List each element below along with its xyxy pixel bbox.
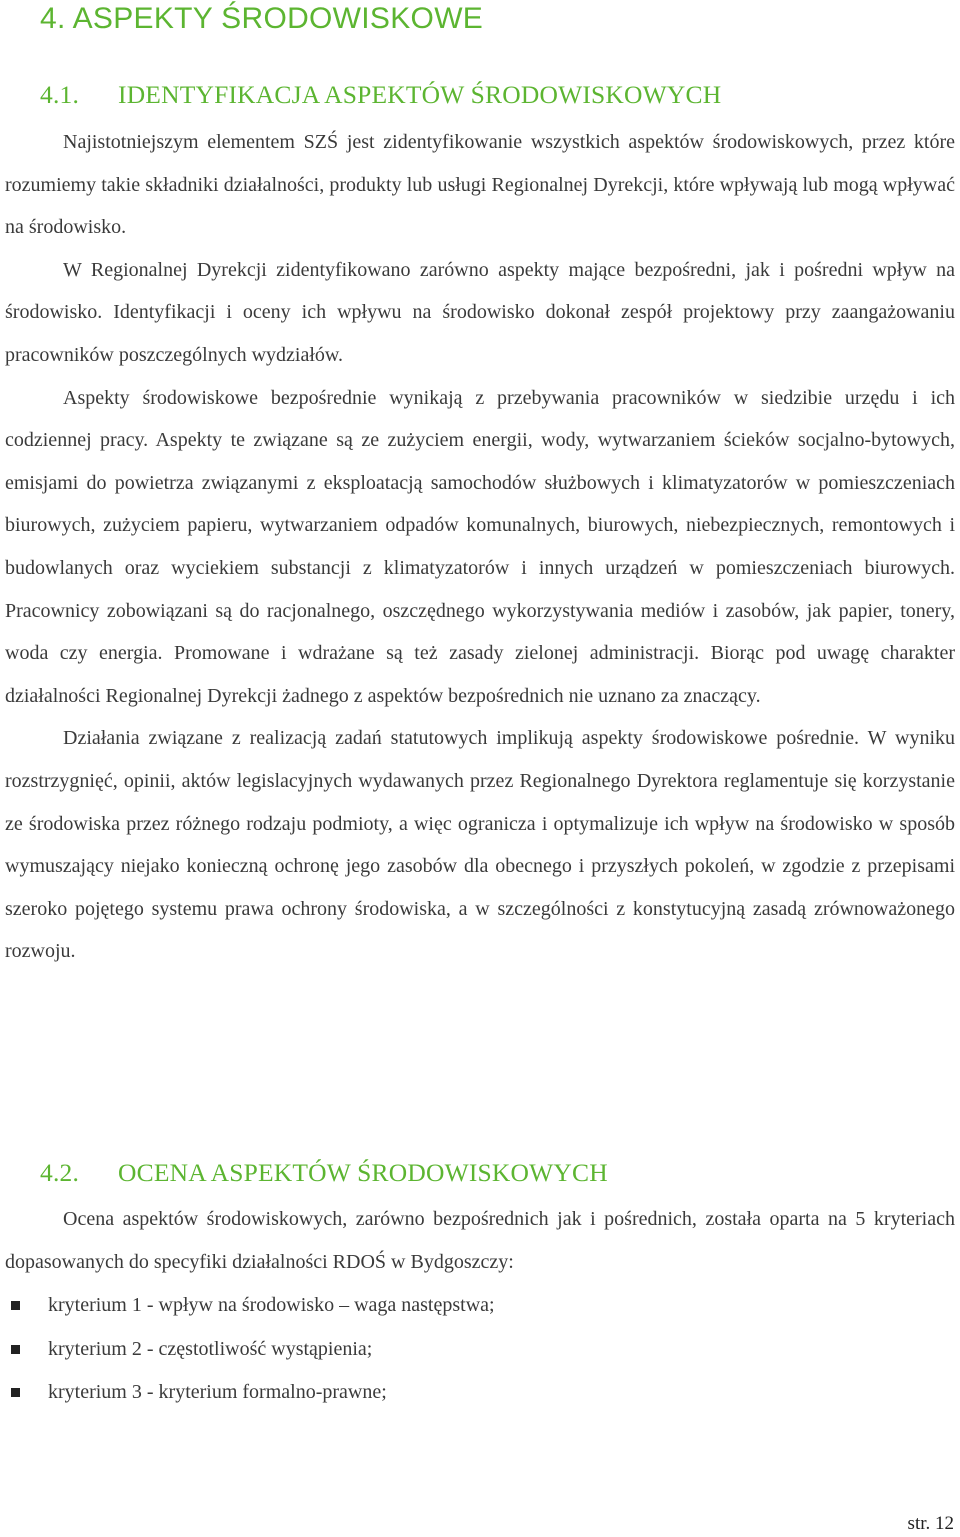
- square-bullet-icon: [11, 1345, 20, 1354]
- subsection-4-2-body: [5, 1198, 955, 1283]
- paragraph: Działania związane z realizacją zadań statutowych implikują aspekty środowiskowe pośrednie. W wyniku rozstrzygnięć, opinii, aktów legislacyjnych wydawanych przez Regionalnego Dyrektora reglamentuje się korzystanie ze środowiska przez różnego rodzaju podmioty, a więc ogranicza i optymalizuje ich wpływ na środowisko w sposób wymuszający niejako konieczną ochronę jego zasobów dla obecnego i przyszłych pokoleń, w zgodzie z przepisami szeroko pojętego systemu prawa ochrony środowiska, a w szczególności z konstytucyjną zasadą zrównoważonego rozwoju.: [5, 727, 955, 963]
- subsection-title: IDENTYFIKACJA ASPEKTÓW ŚRODOWISKOWYCH: [118, 80, 722, 109]
- paragraph: Ocena aspektów środowiskowych, zarówno bezpośrednich jak i pośrednich, została oparta na 5 kryteriach dopasowanych do specyfiki działalności RDOŚ w Bydgoszczy:: [5, 1208, 955, 1273]
- list-item-text: kryterium 1 - wpływ na środowisko – waga następstwa;: [48, 1294, 495, 1316]
- page-number: str. 12: [907, 1513, 954, 1534]
- subsection-heading-4-2: [40, 1158, 608, 1188]
- list-item-text: kryterium 2 - częstotliwość wystąpienia;: [48, 1337, 373, 1360]
- criteria-list: [0, 1284, 950, 1415]
- square-bullet-icon: [11, 1301, 20, 1310]
- list-item: [0, 1284, 950, 1328]
- paragraph: Aspekty środowiskowe bezpośrednie wynikają z przebywania pracowników w siedzibie urzędu i ich codziennej pracy. Aspekty te związane są ze zużyciem energii, wody, wytwarzaniem ścieków socjalno-bytowych, emisjami do powietrza związanymi z eksploatacją samochodów służbowych i klimatyzatorów w pomieszczeniach biurowych, zużyciem papieru, wytwarzaniem odpadów komunalnych, biurowych, niebezpiecznych, remontowych i budowlanych oraz wyciekiem substancji z klimatyzatorów i innych urządzeń w pomieszczeniach biurowych. Pracownicy zobowiązani są do racjonalnego, oszczędnego wykorzystywania mediów i zasobów, jak papier, tonery, woda czy energia. Promowane i wdrażane są też zasady zielonej administracji. Biorąc pod uwagę charakter działalności Regionalnej Dyrekcji żadnego z aspektów bezpośrednich nie uznano za znaczący.: [5, 386, 955, 707]
- subsection-4-1-body: [5, 121, 955, 973]
- square-bullet-icon: [11, 1388, 20, 1397]
- subsection-heading-4-1: [40, 80, 721, 110]
- list-item: [0, 1328, 950, 1372]
- section-title: 4. ASPEKTY ŚRODOWISKOWE: [40, 2, 484, 35]
- paragraph: W Regionalnej Dyrekcji zidentyfikowano zarówno aspekty mające bezpośredni, jak i pośredni wpływ na środowisko. Identyfikacji i oceny ich wpływu na środowisko dokonał zespół projektowy przy zaangażowaniu pracowników poszczególnych wydziałów.: [5, 258, 955, 366]
- subsection-title: OCENA ASPEKTÓW ŚRODOWISKOWYCH: [118, 1158, 608, 1187]
- subsection-number: 4.1.: [40, 80, 80, 109]
- list-item-text: kryterium 3 - kryterium formalno-prawne;: [48, 1381, 387, 1403]
- list-item: [0, 1371, 950, 1415]
- paragraph: Najistotniejszym elementem SZŚ jest zidentyfikowanie wszystkich aspektów środowiskowych, przez które rozumiemy takie składniki działalności, produkty lub usługi Regionalnej Dyrekcji, które wpływają lub mogą wpływać na środowisko.: [5, 131, 955, 239]
- subsection-number: 4.2.: [40, 1158, 80, 1187]
